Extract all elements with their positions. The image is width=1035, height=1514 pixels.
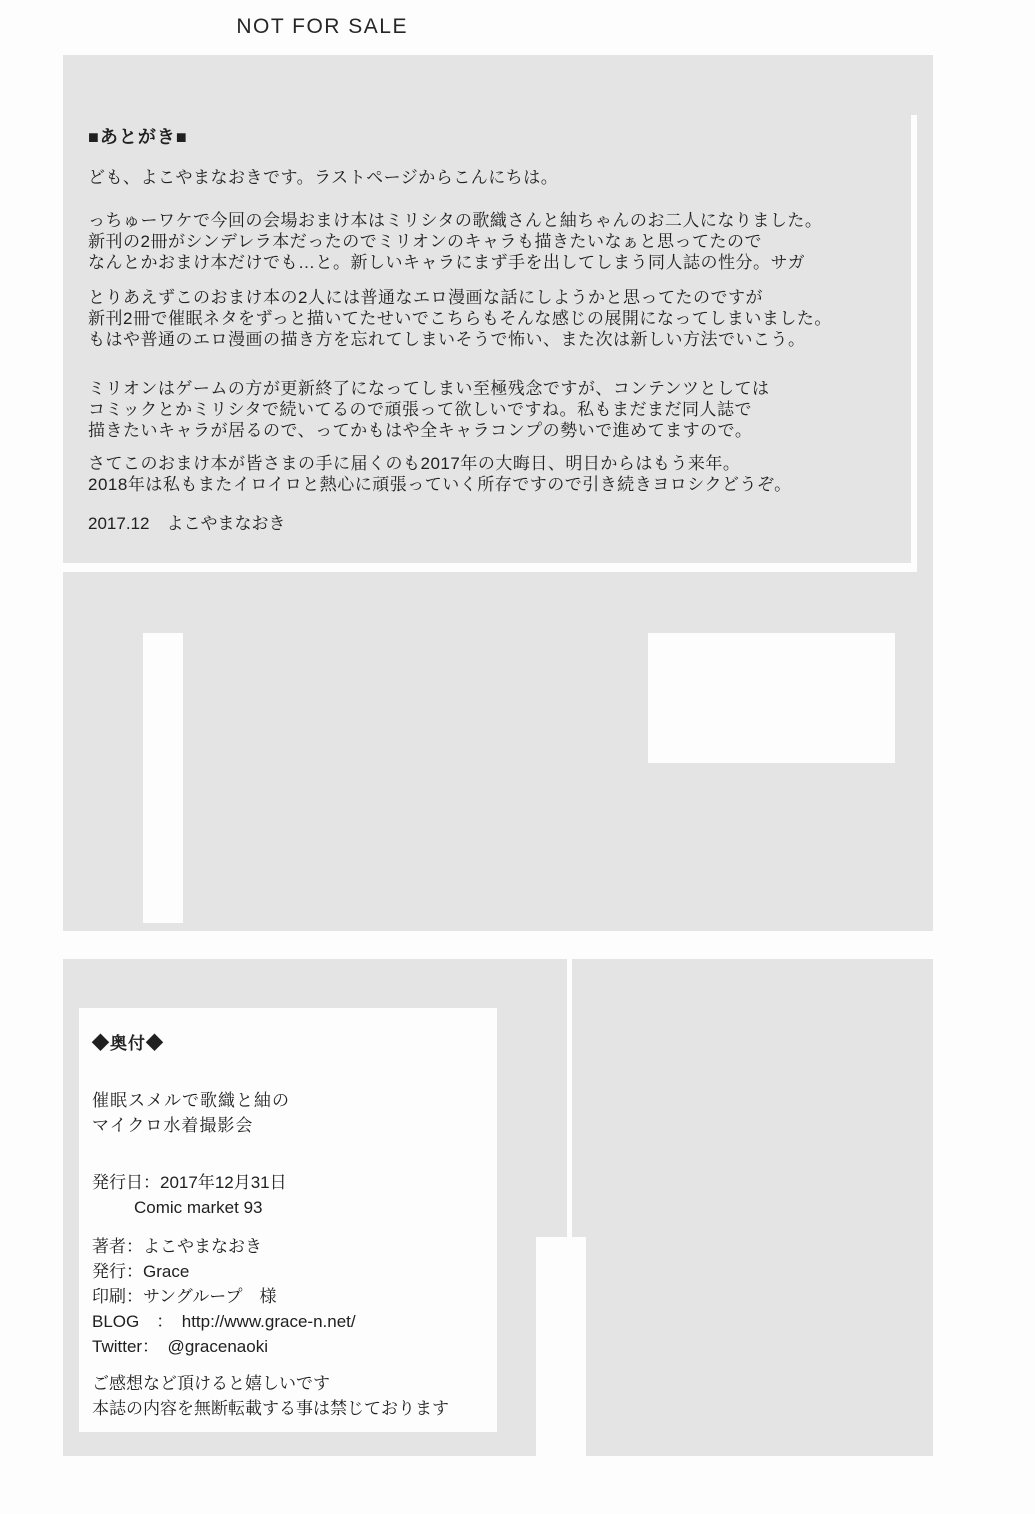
gray-bottom-right-panel (572, 959, 933, 1456)
gray-corner-block (911, 55, 933, 115)
afterword-paragraph: ミリオンはゲームの方が更新終了になってしまい至極残念ですが、コンテンツとしては コミックとかミリシタで続いてるので頑張って欲しいですね。私もまだまだ同人誌で 描きたいキャラが居るので、ってかもはや全キャラコンプの勢いで進めてますので。 (88, 379, 770, 440)
white-notch-cutout (536, 1237, 586, 1456)
colophon-box (79, 1008, 497, 1432)
publish-date-line: 発行日：2017年12月31日 (92, 1173, 287, 1192)
credits-block: 著者：よこやまなおき 発行：Grace 印刷：サングループ 様 BLOG ： http://www.grace-n.net/ Twitter： @gracenaoki (92, 1237, 356, 1356)
white-box-cutout (648, 633, 895, 763)
afterword-paragraph: とりあえずこのおまけ本の2人には普通なエロ漫画な話にしようかと思ってたのですが 新刊2冊で催眠ネタをずっと描いてたせいでこちらもそんな感じの展開になってしまいました。 もはや普通のエロ漫画の描き方を忘れてしまいそうで怖い、また次は新しい方法でいこう。 (88, 288, 832, 349)
not-for-sale-band (0, 0, 421, 53)
afterword-paragraph: ども、よこやまなおきです。ラストページからこんにちは。 (88, 168, 559, 187)
publish-date-block (92, 1170, 483, 1220)
gray-right-strip (917, 115, 933, 573)
colophon-heading: ◆奥付◆ (92, 1034, 164, 1053)
notes-block: ご感想など頂けると嬉しいです 本誌の内容を無断転載する事は禁じております (92, 1374, 449, 1418)
white-strip-cutout (143, 633, 183, 923)
afterword-paragraph: さてこのおまけ本が皆さまの手に届くのも2017年の大晦日、明日からはもう来年。 2018年は私もまたイロイロと熱心に頑張っていく所存ですので引き続きヨロシクどうぞ。 (88, 454, 792, 494)
not-for-sale-label: NOT FOR SALE (236, 15, 408, 38)
book-title: 催眠スメルで歌織と紬の マイクロ水着撮影会 (92, 1091, 290, 1135)
afterword-heading: ■あとがき■ (88, 127, 188, 147)
afterword-panel (63, 55, 911, 563)
afterword-paragraph: っちゅーワケで今回の会場おまけ本はミリシタの歌織さんと紬ちゃんのお二人になりました。 新刊の2冊がシンデレラ本だったのでミリオンのキャラも描きたいなぁと思ってたので なんとかおまけ本だけでも…と。新しいキャラにまず手を出してしまう同人誌の性分。サガ (88, 211, 823, 272)
afterword-signature: 2017.12 よこやまなおき (88, 514, 286, 533)
event-line: Comic market 93 (134, 1198, 263, 1217)
